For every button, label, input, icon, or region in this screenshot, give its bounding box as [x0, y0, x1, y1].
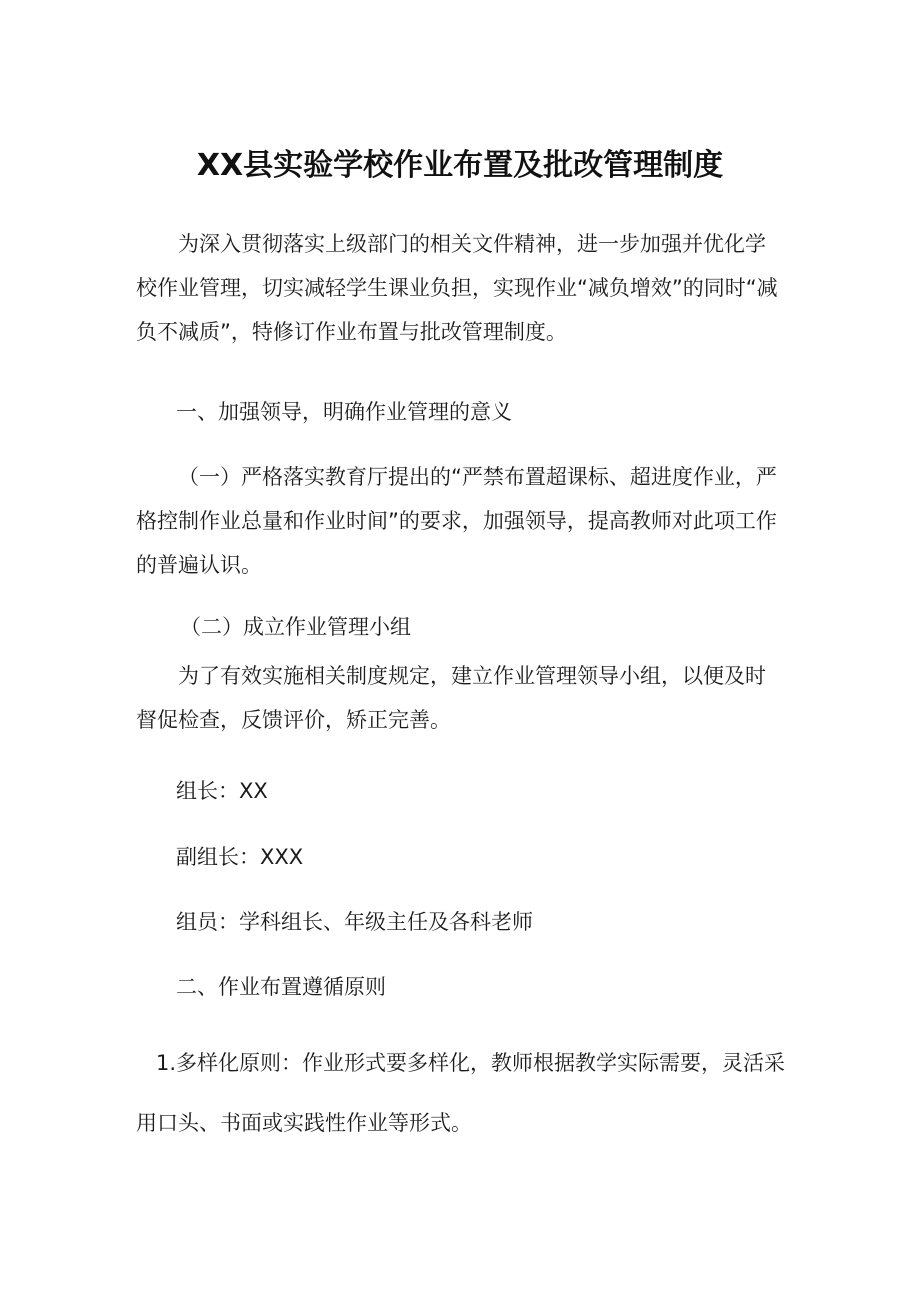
group-leader: 组长：XX — [176, 779, 268, 803]
principle-diversity-line2: 用口头、书面或实践性作业等形式。 — [136, 1111, 472, 1135]
vice-group-leader: 副组长：XXX — [176, 845, 304, 869]
item-management-group-text: 为了有效实施相关制度规定，建立作业管理领导小组，以便及时督促检查，反馈评价，矫正完善。 — [136, 664, 766, 732]
section-heading-principles: 二、作业布置遵循原则 — [176, 975, 386, 999]
group-members: 组员：学科组长、年级主任及各科老师 — [176, 910, 533, 934]
section-heading-leadership: 一、加强领导，明确作业管理的意义 — [176, 400, 512, 424]
document-title: XX县实验学校作业布置及批改管理制度 — [196, 148, 724, 183]
principle-diversity-line1: 1.多样化原则：作业形式要多样化，教师根据教学实际需要，灵活采 — [156, 1051, 786, 1075]
intro-paragraph: 为深入贯彻落实上级部门的相关文件精神，进一步加强并优化学校作业管理，切实减轻学生课业负担，实现作业“减负增效”的同时“减负不减质”，特修订作业布置与批改管理制度。 — [136, 232, 778, 344]
item-heading-management-group: （二）成立作业管理小组 — [180, 615, 411, 639]
item-strict-implementation: （一）严格落实教育厅提出的“严禁布置超课标、超进度作业，严格控制作业总量和作业时间”的要求，加强领导，提高教师对此项工作的普遍认识。 — [136, 465, 777, 577]
